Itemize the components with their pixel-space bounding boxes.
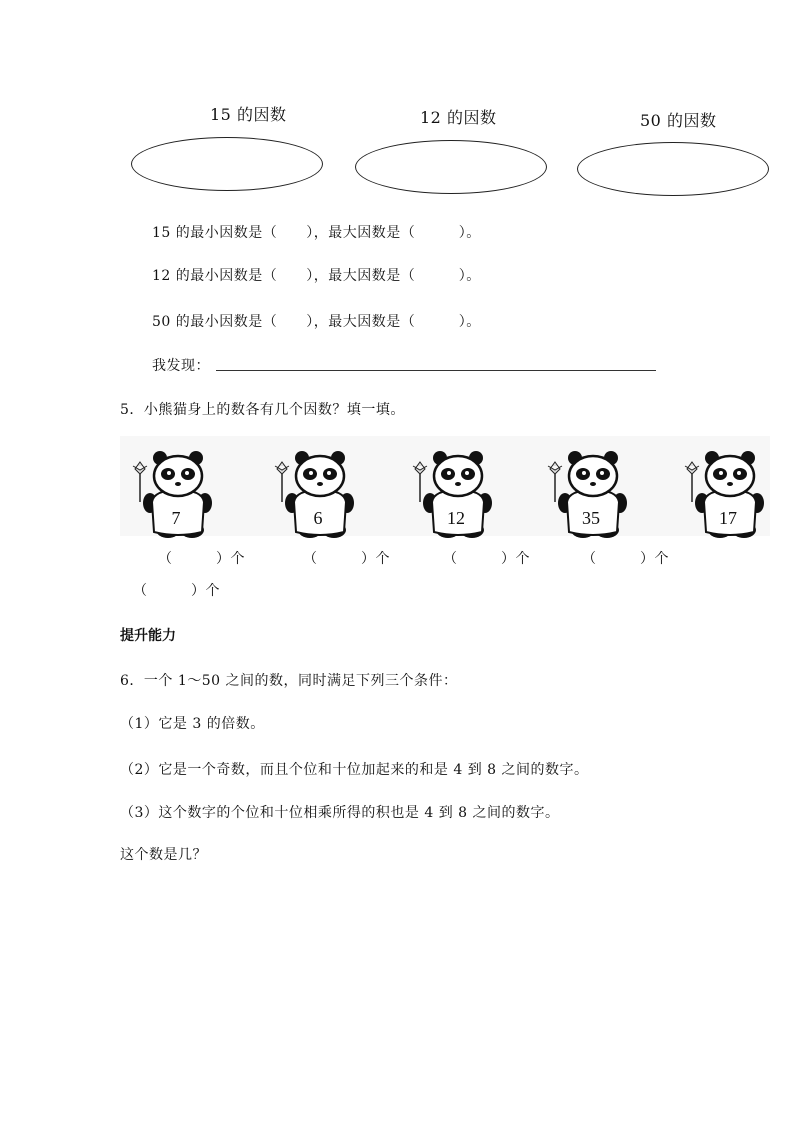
pinwheel-icon <box>413 462 427 502</box>
panda-number: 6 <box>313 508 323 528</box>
question6-condition-1: （1）它是 3 的倍数。 <box>120 716 265 732</box>
factor-ellipse-50[interactable] <box>577 142 769 196</box>
question5-text: 5．小熊猫身上的数各有几个因数？填一填。 <box>120 402 405 418</box>
factor-ellipse-15[interactable] <box>131 137 323 191</box>
pinwheel-icon <box>685 462 699 502</box>
factor-ellipse-12[interactable] <box>355 140 547 194</box>
factor-line-15[interactable]: 15 的最小因数是（ ），最大因数是（ ）。 <box>152 225 481 241</box>
answer-blank-7[interactable]: （ ）个 <box>158 551 245 567</box>
answer-blank-6[interactable]: （ ）个 <box>303 551 390 567</box>
answer-blank-35[interactable]: （ ）个 <box>582 551 669 567</box>
panda-17 <box>672 440 772 540</box>
question6-condition-3: （3）这个数字的个位和十位相乘所得的积也是 4 到 8 之间的数字。 <box>120 805 560 821</box>
panda-number: 17 <box>719 508 737 528</box>
panda-number: 12 <box>447 508 465 528</box>
ellipse-label-15: 15 的因数 <box>210 105 287 124</box>
pinwheel-icon <box>548 462 562 502</box>
answer-blank-12[interactable]: （ ）个 <box>443 551 530 567</box>
panda-35 <box>535 440 635 540</box>
question6-question: 这个数是几？ <box>120 847 207 863</box>
pinwheel-icon <box>133 462 147 502</box>
question6-condition-2: （2）它是一个奇数，而且个位和十位加起来的和是 4 到 8 之间的数字。 <box>120 762 589 778</box>
factor-line-50[interactable]: 50 的最小因数是（ ），最大因数是（ ）。 <box>152 314 481 330</box>
discovery-answer-line[interactable] <box>216 370 656 371</box>
ellipse-label-50: 50 的因数 <box>640 111 717 130</box>
panda-number: 7 <box>171 508 181 528</box>
panda-6 <box>262 440 362 540</box>
panda-number: 35 <box>582 508 600 528</box>
section-heading: 提升能力 <box>120 628 176 644</box>
pinwheel-icon <box>275 462 289 502</box>
ellipse-label-12: 12 的因数 <box>420 108 497 127</box>
factor-line-12[interactable]: 12 的最小因数是（ ），最大因数是（ ）。 <box>152 268 481 284</box>
panda-7 <box>120 440 220 540</box>
answer-blank-17[interactable]: （ ）个 <box>133 583 220 599</box>
panda-12 <box>400 440 500 540</box>
discovery-label: 我发现： <box>152 358 210 374</box>
question6-intro: 6．一个 1～50 之间的数，同时满足下列三个条件： <box>120 673 458 689</box>
